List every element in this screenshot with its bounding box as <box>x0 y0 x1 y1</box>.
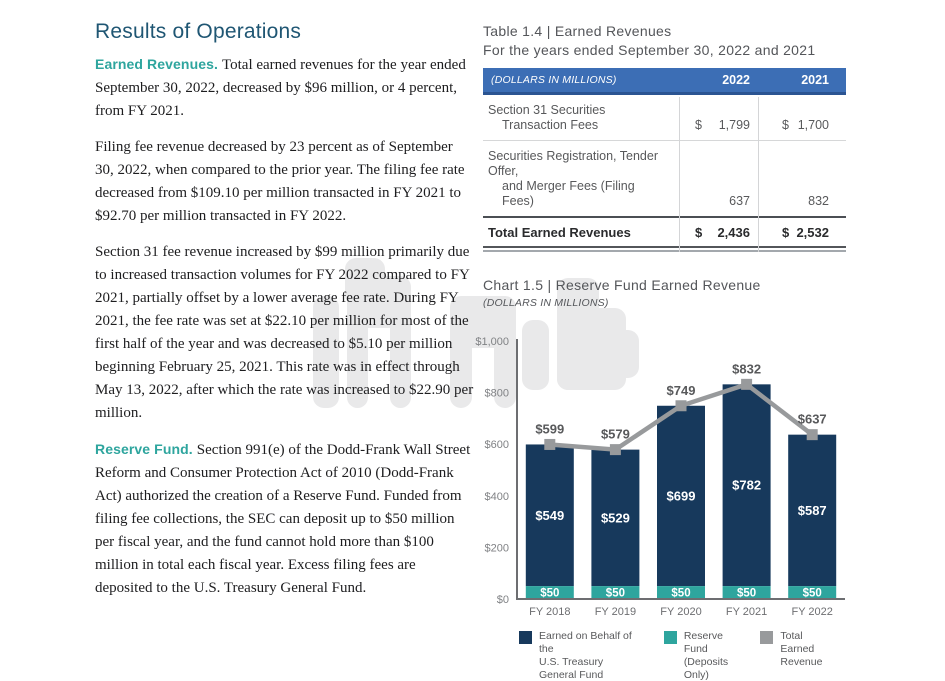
bar-value-label: $529 <box>600 510 630 526</box>
x-category-label: FY 2019 <box>594 606 637 618</box>
text-column <box>95 20 475 613</box>
line-marker <box>610 444 621 455</box>
line-value-label: $832 <box>732 361 762 377</box>
paragraph-filing-fee: Filing fee revenue decreased by 23 percent as of September 30, 2022, when compared to the prior year. The filing fee rate decreased from $109.10 per million transacted in FY 2021 to $92.70 per million transacted in FY 2022. <box>95 139 465 224</box>
table-subtitle: For the years ended September 30, 2022 and 2021 <box>483 42 816 58</box>
table-header-row <box>483 68 846 95</box>
line-value-label: $579 <box>600 426 630 442</box>
paragraph-lead-reserve-fund: Reserve Fund. <box>95 441 193 457</box>
x-category-label: FY 2020 <box>660 606 702 618</box>
legend-swatch-gray <box>760 631 773 644</box>
bar-value-label: $699 <box>666 488 696 504</box>
table-units-label: (DOLLARS IN MILLIONS) <box>491 74 617 86</box>
table-title: Table 1.4 | Earned Revenues <box>483 23 672 39</box>
table-block <box>483 22 846 252</box>
reserve-fund-chart <box>475 331 846 623</box>
line-marker <box>676 400 687 411</box>
bar-value-label: $782 <box>732 477 762 493</box>
chart-legend <box>483 630 846 681</box>
row-label: Securities Registration, Tender Offer, and Merger Fees (Filing Fees) <box>488 149 658 208</box>
row-label: Section 31 Securities Transaction Fees <box>488 103 606 132</box>
paragraph-text: Section 991(e) of the Dodd-Frank Wall Street Reform and Consumer Protection Act of 2010 (Dodd-Frank Act) authorized the creation of a Reserve Fund. Funded from filing fee collections, the SEC can deposit up to $50 million per fiscal year, and the fund cannot hold more than $100 million in total each fiscal year. Excess filing fees are deposited to the U.S. Treasury General Fund. <box>95 442 471 596</box>
line-marker <box>741 379 752 390</box>
table-total-row <box>483 218 846 246</box>
x-category-label: FY 2022 <box>791 606 833 618</box>
reserve-fund-value-label: $50 <box>671 587 691 600</box>
x-category-label: FY 2018 <box>529 606 571 618</box>
reserve-fund-value-label: $50 <box>540 587 560 600</box>
reserve-fund-value-label: $50 <box>737 587 757 600</box>
line-marker <box>807 429 818 440</box>
paragraph-section-31: Section 31 fee revenue increased by $99 million primarily due to increased transaction volumes for FY 2022 compared to FY 2021, partially offset by a lower average fee rate. During FY 2021, the fee rate was set at $22.10 per million for most of the first half of the year and was decreased to $5.10 per million beginning February 25, 2021. This rate was in effect through May 13, 2022, after which the rate was increased to $22.90 per million. <box>95 244 474 421</box>
legend-swatch-teal <box>664 631 677 644</box>
row-value-2022: $ 1,799 <box>695 118 750 132</box>
chart-title: Chart 1.5 | Reserve Fund Earned Revenue <box>483 277 761 293</box>
line-marker <box>544 439 555 450</box>
paragraph-reserve-fund <box>95 438 475 600</box>
y-tick-label: $400 <box>484 490 509 503</box>
figures-column <box>475 22 846 681</box>
table-col-2022: 2022 <box>722 73 750 87</box>
y-tick-label: $600 <box>484 439 509 452</box>
line-value-label: $749 <box>666 382 696 398</box>
paragraph-lead-earned-revenues: Earned Revenues. <box>95 56 218 72</box>
column-divider <box>679 97 680 252</box>
bar-value-label: $549 <box>535 507 565 523</box>
paragraph-earned-revenues <box>95 53 475 123</box>
reserve-fund-value-label: $50 <box>802 587 822 600</box>
paragraph-text: Total earned revenues for the year ended September 30, 2022, decreased by $96 million, or 4 percent, from FY 2021. <box>95 57 466 119</box>
row-value-2021: $ 1,700 <box>782 118 829 132</box>
row-value-2022: 637 <box>729 194 750 208</box>
table-col-2021: 2021 <box>801 73 829 87</box>
legend-item-treasury <box>519 630 643 681</box>
legend-item-reserve-fund <box>664 630 740 681</box>
legend-label: Earned on Behalf of the U.S. Treasury General Fund <box>539 630 632 681</box>
chart-block <box>475 276 846 681</box>
table-row <box>483 141 846 216</box>
dollar-sign: $ <box>782 225 790 240</box>
earned-revenues-table <box>483 68 846 252</box>
legend-item-total <box>760 630 825 681</box>
total-value-2021: $ 2,532 <box>782 225 829 240</box>
line-value-label: $637 <box>797 411 827 427</box>
y-tick-label: $200 <box>484 542 509 555</box>
legend-label: Total Earned Revenue <box>780 630 823 668</box>
total-bottom-border <box>483 246 846 248</box>
total-bottom-border-2 <box>483 250 846 252</box>
legend-swatch-navy <box>519 631 532 644</box>
dollar-sign: $ <box>695 225 703 240</box>
chart-units-label: (DOLLARS IN MILLIONS) <box>483 297 609 309</box>
bar-value-label: $587 <box>797 502 827 518</box>
y-tick-label: $800 <box>484 387 509 400</box>
y-tick-label: $1,000 <box>475 336 509 348</box>
line-value-label: $599 <box>535 421 565 437</box>
total-value-2022: $ 2,436 <box>695 225 750 240</box>
x-category-label: FY 2021 <box>725 606 768 618</box>
dollar-sign: $ <box>695 118 702 132</box>
row-value-2021: 832 <box>808 194 829 208</box>
reserve-fund-value-label: $50 <box>605 587 625 600</box>
y-tick-label: $0 <box>496 594 509 606</box>
section-heading: Results of Operations <box>95 20 302 43</box>
column-divider <box>758 97 759 252</box>
table-row <box>483 95 846 140</box>
legend-label: Reserve Fund (Deposits Only) <box>683 630 729 681</box>
dollar-sign: $ <box>782 118 789 132</box>
total-label: Total Earned Revenues <box>488 225 631 240</box>
